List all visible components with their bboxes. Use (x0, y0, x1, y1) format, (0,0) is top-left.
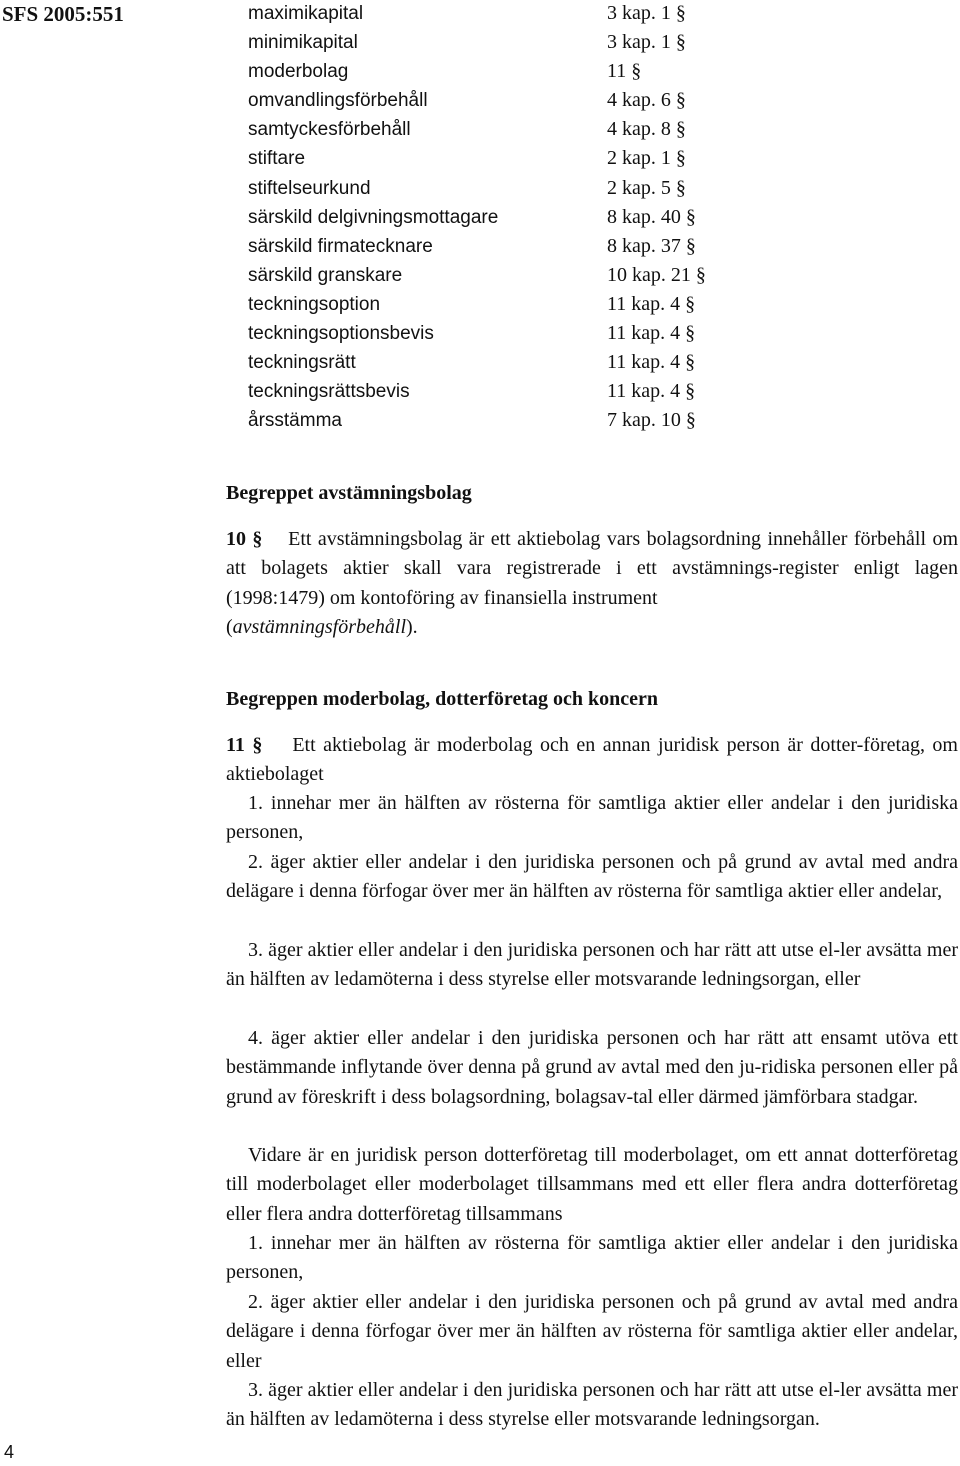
definition-ref: 11 kap. 4 § (607, 380, 696, 403)
definition-ref: 8 kap. 37 § (607, 234, 696, 257)
section-11-intro-text: Ett aktiebolag är moderbolag och en annan juridisk person är dotter-företag, om aktiebolaget (226, 734, 958, 786)
definition-term: särskild granskare (248, 264, 403, 286)
definition-term: särskild firmatecknare (248, 235, 433, 257)
definition-term: moderbolag (248, 61, 349, 83)
section-11-intro (226, 731, 958, 790)
definition-ref: 4 kap. 8 § (607, 118, 686, 141)
definition-ref: 11 kap. 4 § (607, 322, 696, 345)
definition-term: minimikapital (248, 32, 358, 54)
definition-term: stiftelseurkund (248, 177, 371, 199)
definition-ref: 11 kap. 4 § (607, 351, 696, 374)
definition-term: omvandlingsförbehåll (248, 90, 428, 112)
definition-ref: 2 kap. 5 § (607, 176, 686, 199)
definition-term: stiftare (248, 148, 306, 170)
definition-ref: 11 kap. 4 § (607, 292, 696, 315)
section-11-middle: Vidare är en juridisk person dotterföretag till moderbolaget, om ett annat dotterföretag till moderbolaget eller moderbolaget tillsammans med ett eller flera andra dotterföretag eller flera andra dotterföretag tillsammans (226, 1144, 958, 1225)
definition-term: årsstämma (248, 410, 342, 432)
page-number: 4 (4, 1442, 15, 1462)
definition-ref: 10 kap. 21 § (607, 263, 706, 286)
definition-ref: 2 kap. 1 § (607, 147, 686, 170)
definition-term: teckningsoptionsbevis (248, 323, 434, 345)
definition-ref: 4 kap. 6 § (607, 89, 686, 112)
definition-term: särskild delgivningsmottagare (248, 206, 499, 228)
list-item: 2. äger aktier eller andelar i den juridiska personen och på grund av avtal med andra delägare i denna förfogar över mer än hälften av rösterna för samtliga aktier eller andelar, eller (226, 1291, 958, 1372)
list-item: 1. innehar mer än hälften av rösterna för samtliga aktier eller andelar i den juridiska personen, (226, 792, 958, 844)
list-item: 1. innehar mer än hälften av rösterna för samtliga aktier eller andelar i den juridiska personen, (226, 1232, 958, 1284)
list-item: 4. äger aktier eller andelar i den juridiska personen och har rätt att ensamt utöva ett bestämmande inflytande över denna på grund av avtal med den ju-ridiska personen eller på grund av föreskrift i dess bolagsordning, bolagsav-tal eller därmed jämförbara stadgar. (226, 1027, 958, 1108)
list-item: 2. äger aktier eller andelar i den juridiska personen och på grund av avtal med andra delägare i denna förfogar över mer än hälften av rösterna för samtliga aktier eller andelar, (226, 851, 958, 903)
definition-term: teckningsoption (248, 293, 381, 315)
section-10-heading: Begreppet avstämningsbolag (226, 482, 472, 504)
definition-term: teckningsrätt (248, 352, 356, 374)
document-code: SFS 2005:551 (2, 2, 124, 26)
definition-ref: 3 kap. 1 § (607, 2, 686, 24)
term-paren-open: ( (226, 615, 233, 638)
list-item: 3. äger aktier eller andelar i den juridiska personen och har rätt att utse el-ler avsätta mer än hälften av ledamöterna i dess styrelse eller motsvarande ledningsorgan, eller (226, 939, 958, 991)
term-paren-close: ). (406, 615, 418, 638)
definition-ref: 7 kap. 10 § (607, 409, 696, 432)
definition-ref: 3 kap. 1 § (607, 31, 686, 54)
section-10-paragraph (226, 525, 958, 642)
definition-term: maximikapital (248, 3, 364, 24)
list-item: 3. äger aktier eller andelar i den juridiska personen och har rätt att utse el-ler avsätta mer än hälften av ledamöterna i dess styrelse eller motsvarande ledningsorgan. (226, 1379, 958, 1431)
defined-term: avstämningsförbehåll (232, 615, 407, 638)
definition-ref: 8 kap. 40 § (607, 205, 696, 228)
definition-term: teckningsrättsbevis (248, 381, 410, 403)
section-10-number: 10 § (226, 528, 263, 550)
section-11-number: 11 § (226, 734, 263, 756)
section-10-text: Ett avstämningsbolag är ett aktiebolag vars bolagsordning innehåller förbehåll om att bolagets aktier skall vara registrerade i ett avstämnings-register enligt lagen (1998:1479) om kontoföring av finansiella instrument (226, 528, 959, 609)
definition-ref: 11 § (607, 60, 642, 83)
section-11-heading: Begreppen moderbolag, dotterföretag och koncern (226, 688, 658, 710)
definition-term: samtyckesförbehåll (248, 119, 411, 141)
